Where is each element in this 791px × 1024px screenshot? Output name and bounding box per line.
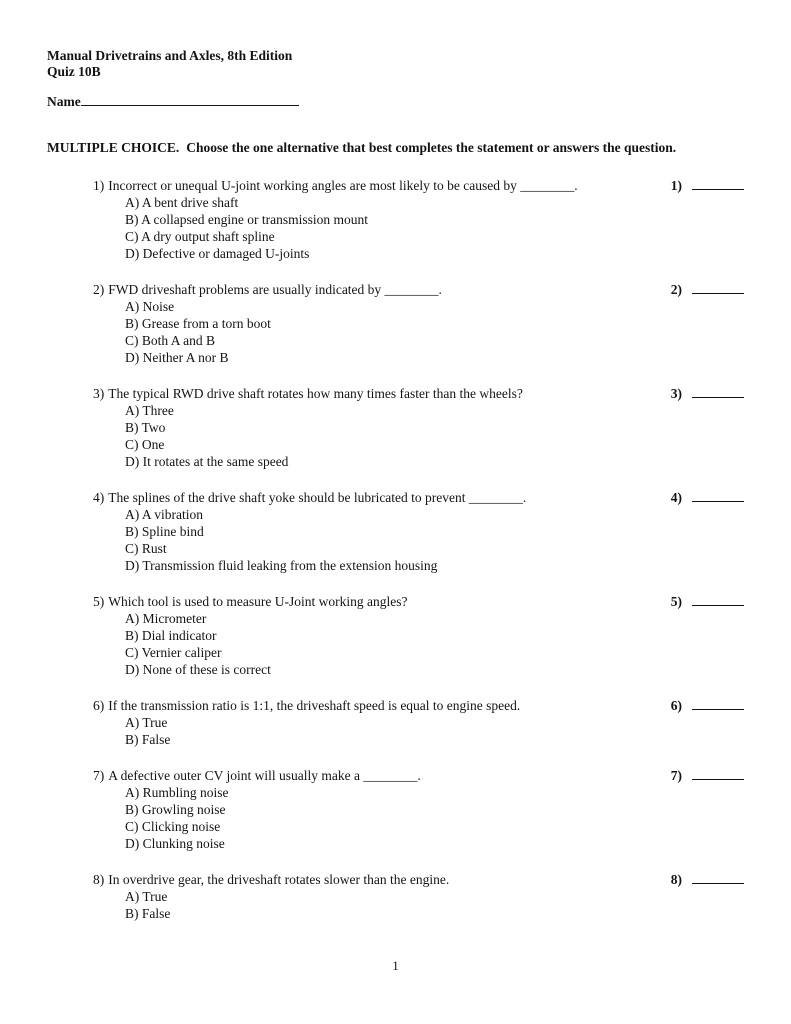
answer-option[interactable]: D) Clunking noise — [125, 836, 225, 851]
answer-option[interactable]: C) Vernier caliper — [125, 645, 222, 660]
question-main — [47, 767, 634, 784]
answer-area — [634, 767, 744, 784]
options-list — [47, 402, 744, 470]
answer-option[interactable]: B) False — [125, 906, 171, 921]
answer-area — [634, 177, 744, 194]
answer-option[interactable]: B) Grease from a torn boot — [125, 316, 271, 331]
question-number: 1) — [93, 178, 105, 193]
document-header — [47, 48, 744, 80]
answer-option[interactable]: A) Noise — [125, 299, 175, 314]
answer-blank[interactable] — [692, 489, 744, 502]
question-number: 8) — [93, 872, 105, 887]
options-list — [47, 714, 744, 748]
answer-blank[interactable] — [692, 593, 744, 606]
answer-option[interactable]: A) Rumbling noise — [125, 785, 229, 800]
answer-area — [634, 385, 744, 402]
page-number: 1 — [392, 958, 399, 973]
name-row — [47, 93, 744, 110]
answer-option[interactable]: C) Both A and B — [125, 333, 216, 348]
answer-number: 7) — [670, 768, 682, 783]
answer-option[interactable]: C) Rust — [125, 541, 167, 556]
question-main — [47, 697, 634, 714]
question-text: Incorrect or unequal U-joint working angles are most likely to be caused by ________. — [108, 178, 578, 193]
answer-number: 6) — [670, 698, 682, 713]
options-list — [47, 194, 744, 262]
question-row — [47, 697, 744, 714]
answer-option[interactable]: D) It rotates at the same speed — [125, 454, 289, 469]
question-row — [47, 489, 744, 506]
answer-option[interactable]: A) Micrometer — [125, 611, 207, 626]
answer-option[interactable]: D) None of these is correct — [125, 662, 271, 677]
instructions-text: Choose the one alternative that best completes the statement or answers the question. — [186, 140, 677, 155]
book-title: Manual Drivetrains and Axles, 8th Edition — [47, 48, 293, 63]
answer-blank[interactable] — [692, 871, 744, 884]
answer-option[interactable]: A) A vibration — [125, 507, 203, 522]
question-text: FWD driveshaft problems are usually indicated by ________. — [108, 282, 442, 297]
answer-option[interactable]: A) True — [125, 889, 168, 904]
question-number: 6) — [93, 698, 105, 713]
page-footer — [0, 958, 791, 974]
answer-number: 3) — [670, 386, 682, 401]
answer-option[interactable]: C) A dry output shaft spline — [125, 229, 275, 244]
answer-number: 8) — [670, 872, 682, 887]
instructions — [47, 139, 744, 156]
question-text: In overdrive gear, the driveshaft rotates slower than the engine. — [108, 872, 450, 887]
question-text: The typical RWD drive shaft rotates how many times faster than the wheels? — [108, 386, 523, 401]
answer-area — [634, 871, 744, 888]
answer-blank[interactable] — [692, 767, 744, 780]
answer-option[interactable]: A) True — [125, 715, 168, 730]
answer-option[interactable]: A) Three — [125, 403, 174, 418]
questions-list — [47, 177, 744, 922]
question-main — [47, 177, 634, 194]
question-block — [47, 697, 744, 748]
question-main — [47, 871, 634, 888]
question-main — [47, 281, 634, 298]
question-main — [47, 593, 634, 610]
answer-number: 4) — [670, 490, 682, 505]
answer-option[interactable]: D) Defective or damaged U-joints — [125, 246, 310, 261]
question-number: 7) — [93, 768, 105, 783]
options-list — [47, 506, 744, 574]
name-label: Name — [47, 94, 81, 109]
question-block — [47, 385, 744, 470]
answer-number: 2) — [670, 282, 682, 297]
question-number: 2) — [93, 282, 105, 297]
answer-area — [634, 281, 744, 298]
question-block — [47, 177, 744, 262]
question-row — [47, 871, 744, 888]
options-list — [47, 610, 744, 678]
question-row — [47, 767, 744, 784]
answer-blank[interactable] — [692, 697, 744, 710]
answer-area — [634, 489, 744, 506]
question-row — [47, 281, 744, 298]
answer-number: 5) — [670, 594, 682, 609]
answer-area — [634, 593, 744, 610]
answer-option[interactable]: D) Transmission fluid leaking from the extension housing — [125, 558, 438, 573]
question-number: 4) — [93, 490, 105, 505]
instructions-heading: MULTIPLE CHOICE. — [47, 140, 180, 155]
answer-option[interactable]: B) False — [125, 732, 171, 747]
answer-number: 1) — [670, 178, 682, 193]
answer-option[interactable]: B) A collapsed engine or transmission mount — [125, 212, 368, 227]
question-text: If the transmission ratio is 1:1, the driveshaft speed is equal to engine speed. — [108, 698, 521, 713]
answer-option[interactable]: C) One — [125, 437, 165, 452]
answer-option[interactable]: B) Growling noise — [125, 802, 226, 817]
question-text: A defective outer CV joint will usually make a ________. — [108, 768, 421, 783]
question-block — [47, 593, 744, 678]
answer-blank[interactable] — [692, 177, 744, 190]
name-input-line[interactable] — [81, 93, 299, 106]
question-block — [47, 871, 744, 922]
answer-blank[interactable] — [692, 281, 744, 294]
question-row — [47, 593, 744, 610]
answer-option[interactable]: C) Clicking noise — [125, 819, 221, 834]
answer-option[interactable]: D) Neither A nor B — [125, 350, 229, 365]
question-row — [47, 177, 744, 194]
quiz-title: Quiz 10B — [47, 64, 101, 79]
question-text: Which tool is used to measure U-Joint working angles? — [108, 594, 408, 609]
question-text: The splines of the drive shaft yoke should be lubricated to prevent ________. — [108, 490, 527, 505]
options-list — [47, 784, 744, 852]
question-main — [47, 489, 634, 506]
question-block — [47, 767, 744, 852]
answer-area — [634, 697, 744, 714]
answer-option[interactable]: B) Two — [125, 420, 166, 435]
question-block — [47, 489, 744, 574]
question-block — [47, 281, 744, 366]
answer-option[interactable]: B) Dial indicator — [125, 628, 217, 643]
question-number: 3) — [93, 386, 105, 401]
question-number: 5) — [93, 594, 105, 609]
question-row — [47, 385, 744, 402]
answer-blank[interactable] — [692, 385, 744, 398]
answer-option[interactable]: B) Spline bind — [125, 524, 204, 539]
options-list — [47, 888, 744, 922]
answer-option[interactable]: A) A bent drive shaft — [125, 195, 239, 210]
question-main — [47, 385, 634, 402]
options-list — [47, 298, 744, 366]
